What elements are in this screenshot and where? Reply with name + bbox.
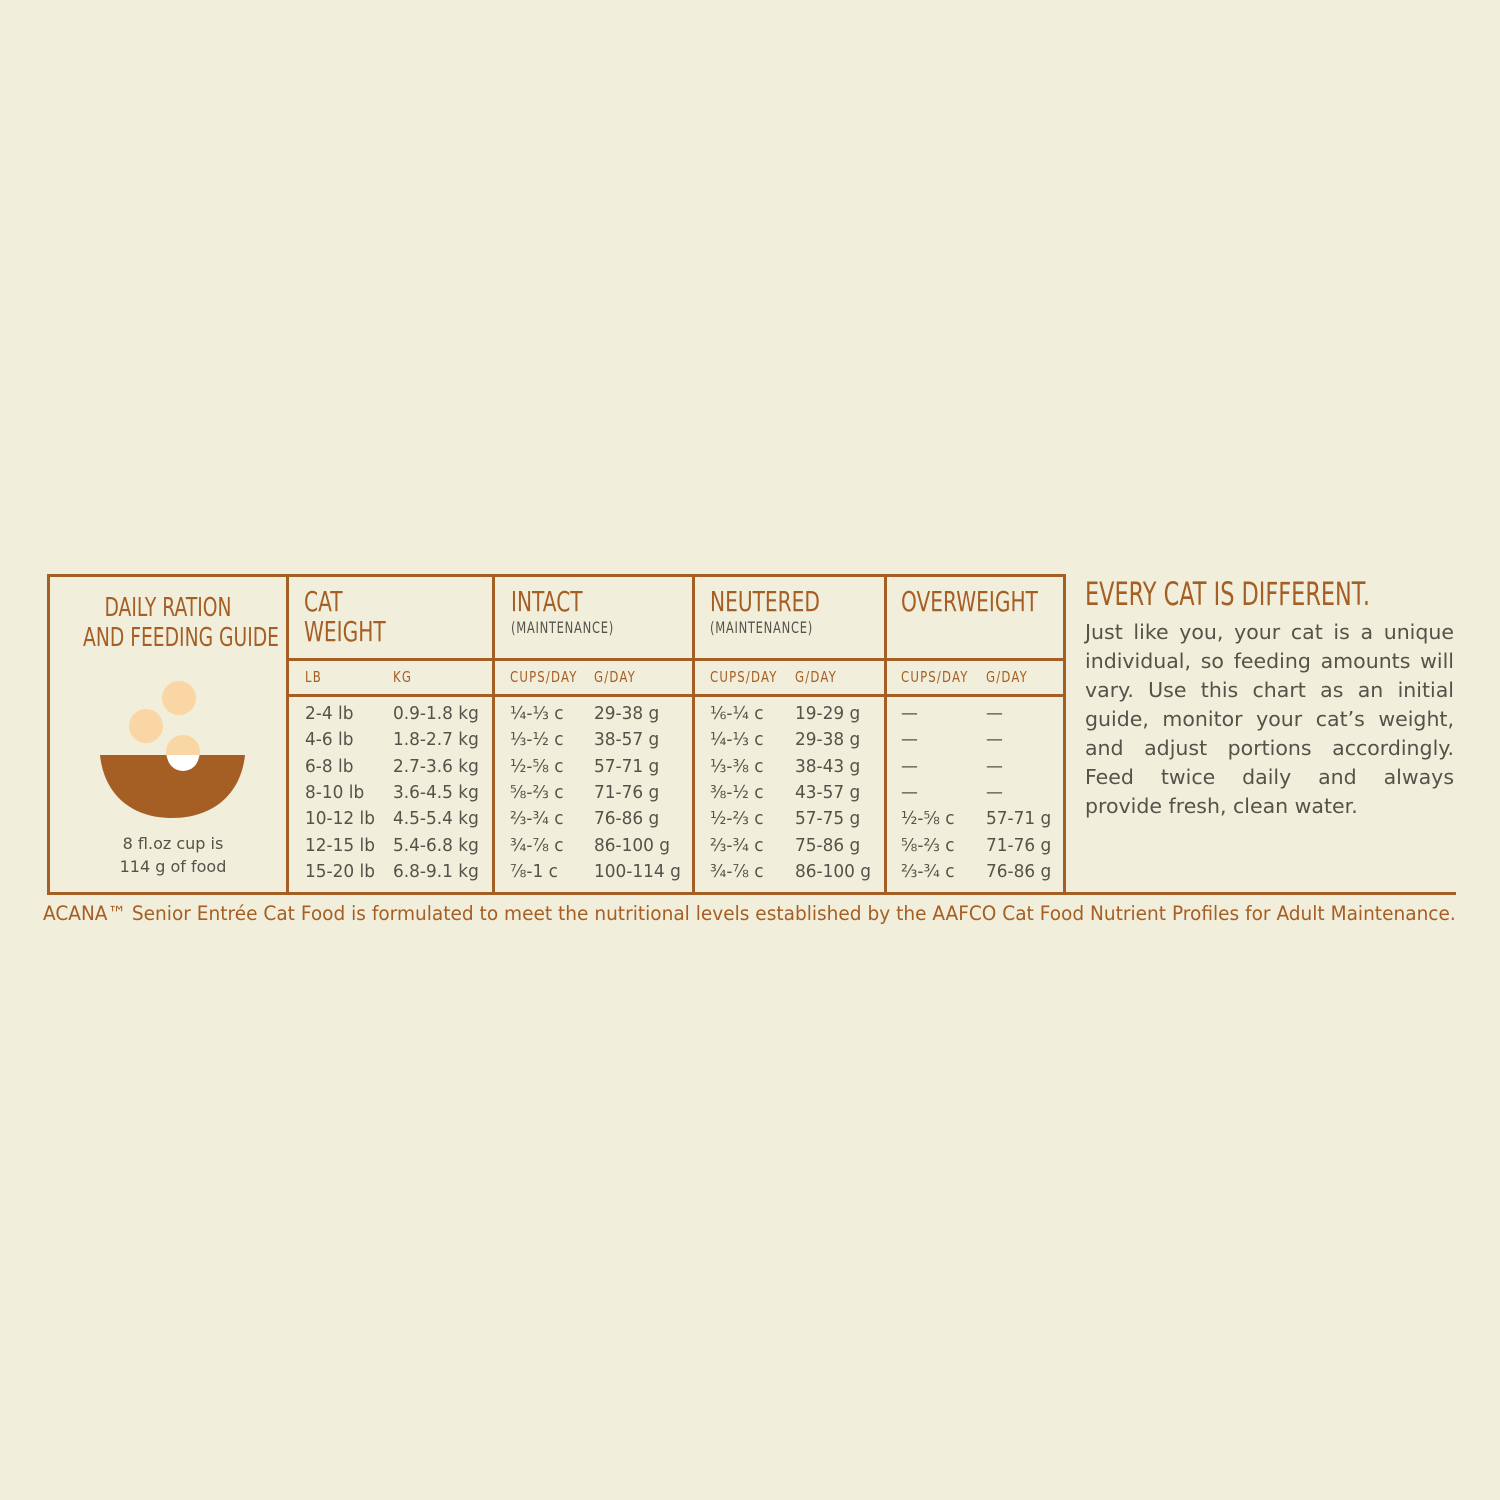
intact-grams-cell: 29-38 g — [594, 703, 660, 724]
neutered-cups-cell: ⅜-½ c — [710, 781, 764, 803]
intact-cups-cell: ¼-⅓ c — [510, 703, 564, 724]
overweight-cups-cell: — — [901, 755, 918, 777]
side-title: EVERY CAT IS DIFFERENT. — [1085, 575, 1370, 613]
intact-grams-cell: 71-76 g — [594, 781, 660, 803]
guide-title: DAILY RATION AND FEEDING GUIDE — [83, 593, 280, 653]
neutered-grams-cell: 43-57 g — [795, 781, 861, 803]
weight-kg-cell: 1.8-2.7 kg — [393, 729, 479, 751]
overweight-grams-cell: — — [986, 755, 1003, 777]
intact-column-subtitle: (MAINTENANCE) — [511, 618, 614, 637]
subheader-divider — [286, 694, 1066, 697]
weight-kg-cell: 0.9-1.8 kg — [393, 703, 479, 724]
weight-kg-cell: 5.4-6.8 kg — [393, 834, 479, 856]
neutered-cups-cell: ⅔-¾ c — [710, 834, 764, 856]
neutered-cups-subheader: CUPS/DAY — [710, 668, 778, 686]
weight-lb-cell: 15-20 lb — [305, 860, 375, 882]
overweight-cups-cell: — — [901, 729, 918, 751]
neutered-grams-cell: 38-43 g — [795, 755, 861, 777]
weight-kg-cell: 4.5-5.4 kg — [393, 808, 479, 830]
overweight-cups-subheader: CUPS/DAY — [901, 668, 969, 686]
column-divider — [692, 577, 695, 892]
neutered-grams-subheader: G/DAY — [795, 668, 837, 686]
overweight-cups-cell: ½-⅝ c — [901, 808, 955, 830]
intact-cups-subheader: CUPS/DAY — [510, 668, 578, 686]
neutered-grams-cell: 19-29 g — [795, 703, 861, 724]
intact-grams-cell: 38-57 g — [594, 729, 660, 751]
neutered-grams-cell: 29-38 g — [795, 729, 861, 751]
weight-lb-cell: 12-15 lb — [305, 834, 375, 856]
intact-cups-cell: ⅝-⅔ c — [510, 781, 564, 803]
side-paragraph: Just like you, your cat is a unique individual, so feeding amounts will vary. Use this chart as an initial guide, monitor your cat’s weight, and adjust portions accordingly. Feed twice daily and always provide fresh, clean water. — [1085, 620, 1454, 818]
bowl-with-kibble-icon — [95, 676, 251, 824]
overweight-grams-cell: — — [986, 781, 1003, 803]
intact-cups-cell: ⅞-1 c — [510, 860, 558, 882]
lb-subheader: LB — [305, 668, 322, 686]
overweight-grams-cell: 57-71 g — [986, 808, 1052, 830]
overweight-column-title: OVERWEIGHT — [901, 585, 1038, 618]
neutered-grams-cell: 57-75 g — [795, 808, 861, 830]
neutered-grams-cell: 86-100 g — [795, 860, 872, 882]
overweight-grams-cell: — — [986, 703, 1003, 724]
column-divider — [492, 577, 495, 892]
neutered-cups-cell: ¾-⅞ c — [710, 860, 764, 882]
neutered-column-subtitle: (MAINTENANCE) — [710, 618, 813, 637]
weight-kg-cell: 3.6-4.5 kg — [393, 781, 479, 803]
overweight-grams-cell: — — [986, 729, 1003, 751]
weight-lb-cell: 4-6 lb — [305, 729, 354, 751]
weight-lb-cell: 10-12 lb — [305, 808, 375, 830]
intact-grams-cell: 57-71 g — [594, 755, 660, 777]
kg-subheader: KG — [393, 668, 413, 686]
footnote: ACANA™ Senior Entrée Cat Food is formulated to meet the nutritional levels established by the AAFCO Cat Food Nutrient Profiles for Adult Maintenance. — [43, 902, 1456, 925]
neutered-grams-cell: 75-86 g — [795, 834, 861, 856]
cup-note: 8 fl.oz cup is 114 g of food — [119, 834, 227, 876]
column-divider — [286, 577, 289, 892]
intact-grams-cell: 76-86 g — [594, 808, 660, 830]
neutered-cups-cell: ⅓-⅜ c — [710, 755, 764, 777]
intact-grams-subheader: G/DAY — [594, 668, 636, 686]
overweight-grams-cell: 71-76 g — [986, 834, 1052, 856]
intact-grams-cell: 100-114 g — [594, 860, 681, 882]
neutered-cups-cell: ¼-⅓ c — [710, 729, 764, 751]
overweight-cups-cell: ⅝-⅔ c — [901, 834, 955, 856]
overweight-cups-cell: ⅔-¾ c — [901, 860, 955, 882]
weight-kg-cell: 6.8-9.1 kg — [393, 860, 479, 882]
side-rule — [1066, 892, 1456, 895]
intact-cups-cell: ⅔-¾ c — [510, 808, 564, 830]
overweight-grams-cell: 76-86 g — [986, 860, 1052, 882]
weight-lb-cell: 8-10 lb — [305, 781, 365, 803]
column-divider — [884, 577, 887, 892]
intact-grams-cell: 86-100 g — [594, 834, 671, 856]
intact-cups-cell: ⅓-½ c — [510, 729, 564, 751]
neutered-column-title: NEUTERED — [710, 585, 820, 618]
weight-lb-cell: 6-8 lb — [305, 755, 354, 777]
header-divider — [286, 658, 1066, 661]
neutered-cups-cell: ⅙-¼ c — [710, 703, 764, 724]
weight-lb-cell: 2-4 lb — [305, 703, 354, 724]
overweight-grams-subheader: G/DAY — [986, 668, 1028, 686]
neutered-cups-cell: ½-⅔ c — [710, 808, 764, 830]
weight-kg-cell: 2.7-3.6 kg — [393, 755, 479, 777]
intact-cups-cell: ½-⅝ c — [510, 755, 564, 777]
intact-cups-cell: ¾-⅞ c — [510, 834, 564, 856]
overweight-cups-cell: — — [901, 781, 918, 803]
overweight-cups-cell: — — [901, 703, 918, 724]
intact-column-title: INTACT — [511, 585, 583, 618]
weight-column-title: CAT WEIGHT — [304, 585, 386, 648]
